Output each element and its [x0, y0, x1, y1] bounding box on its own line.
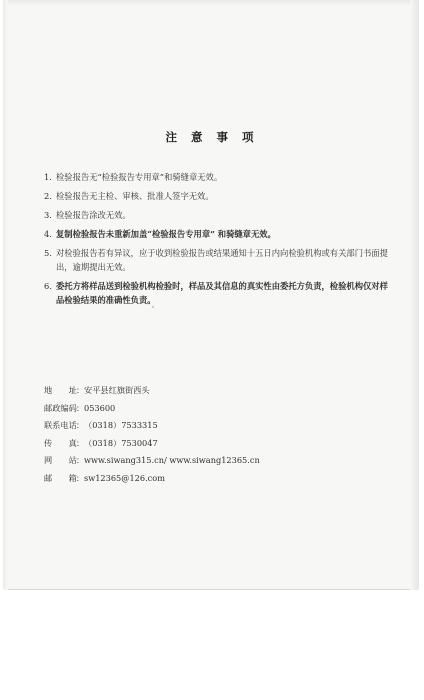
notice-text: 检验报告无“检验报告专用章”和骑缝章无效。 [56, 172, 223, 182]
contact-label: 地 址 [44, 385, 77, 395]
notice-text: 对检验报告若有异议，应于收到检验报告或结果通知十五日内向检验机构或有关部门书面提 [56, 248, 388, 258]
contact-colon: ： [76, 472, 85, 483]
notice-item [44, 208, 374, 222]
contact-row [44, 473, 374, 491]
contact-row [44, 420, 374, 438]
contact-value: www.siwang315.cn/ www.siwang12365.cn [84, 455, 260, 465]
contact-colon: ： [76, 385, 85, 395]
contact-row [44, 438, 374, 456]
notice-text: 出，逾期提出无效。 [56, 262, 131, 272]
notice-text: 检验报告涂改无效。 [56, 210, 131, 220]
notice-number: 2. [44, 191, 52, 201]
page-right-shadow [410, 0, 419, 590]
contact-row [44, 455, 374, 473]
contact-colon: ： [76, 402, 85, 413]
contact-row [44, 403, 374, 421]
notice-text: 品检验结果的准确性负责。 [56, 295, 156, 305]
notice-text: 复制检验报告未重新加盖“检验报告专用章” 和骑缝章无效。 [56, 229, 276, 239]
contact-label: 网 站 [44, 455, 77, 465]
page-left-shadow [3, 0, 8, 590]
notice-text: 检验报告无主检、审核、批准人签字无效。 [56, 191, 214, 201]
notice-item [44, 279, 388, 307]
contact-label: 邮 箱 [44, 472, 77, 483]
page-speck [152, 306, 154, 308]
contact-colon: ： [76, 420, 85, 430]
notice-number: 1. [44, 172, 52, 182]
page-title: 注 意 事 项 [165, 130, 259, 144]
notice-item [44, 227, 374, 241]
contact-value: sw12365@126.com [84, 472, 165, 483]
page-top-shadow [3, 0, 419, 6]
contact-colon: ： [76, 455, 85, 465]
notice-number: 3. [44, 210, 52, 220]
contact-value: （0318）7533315 [84, 420, 158, 430]
notice-number: 4. [44, 229, 52, 239]
contact-block [44, 385, 374, 490]
notice-item [44, 189, 374, 203]
contact-value: 安平县红旗街西头 [84, 385, 150, 395]
notice-number: 6. [44, 281, 52, 291]
contact-colon: ： [76, 437, 85, 448]
notice-number: 5. [44, 248, 52, 258]
notice-text: 委托方将样品送到检验机构检验时，样品及其信息的真实性由委托方负责，检验机构仅对样 [56, 281, 388, 291]
notice-list [44, 170, 388, 312]
notice-item [44, 170, 374, 184]
contact-row [44, 385, 374, 403]
contact-value: （0318）7530047 [84, 437, 158, 448]
contact-label: 传 真 [44, 437, 77, 448]
contact-label: 邮政编码 [44, 402, 77, 413]
notice-item [44, 246, 388, 274]
contact-label: 联系电话 [44, 420, 77, 430]
contact-value: 053600 [84, 402, 116, 413]
